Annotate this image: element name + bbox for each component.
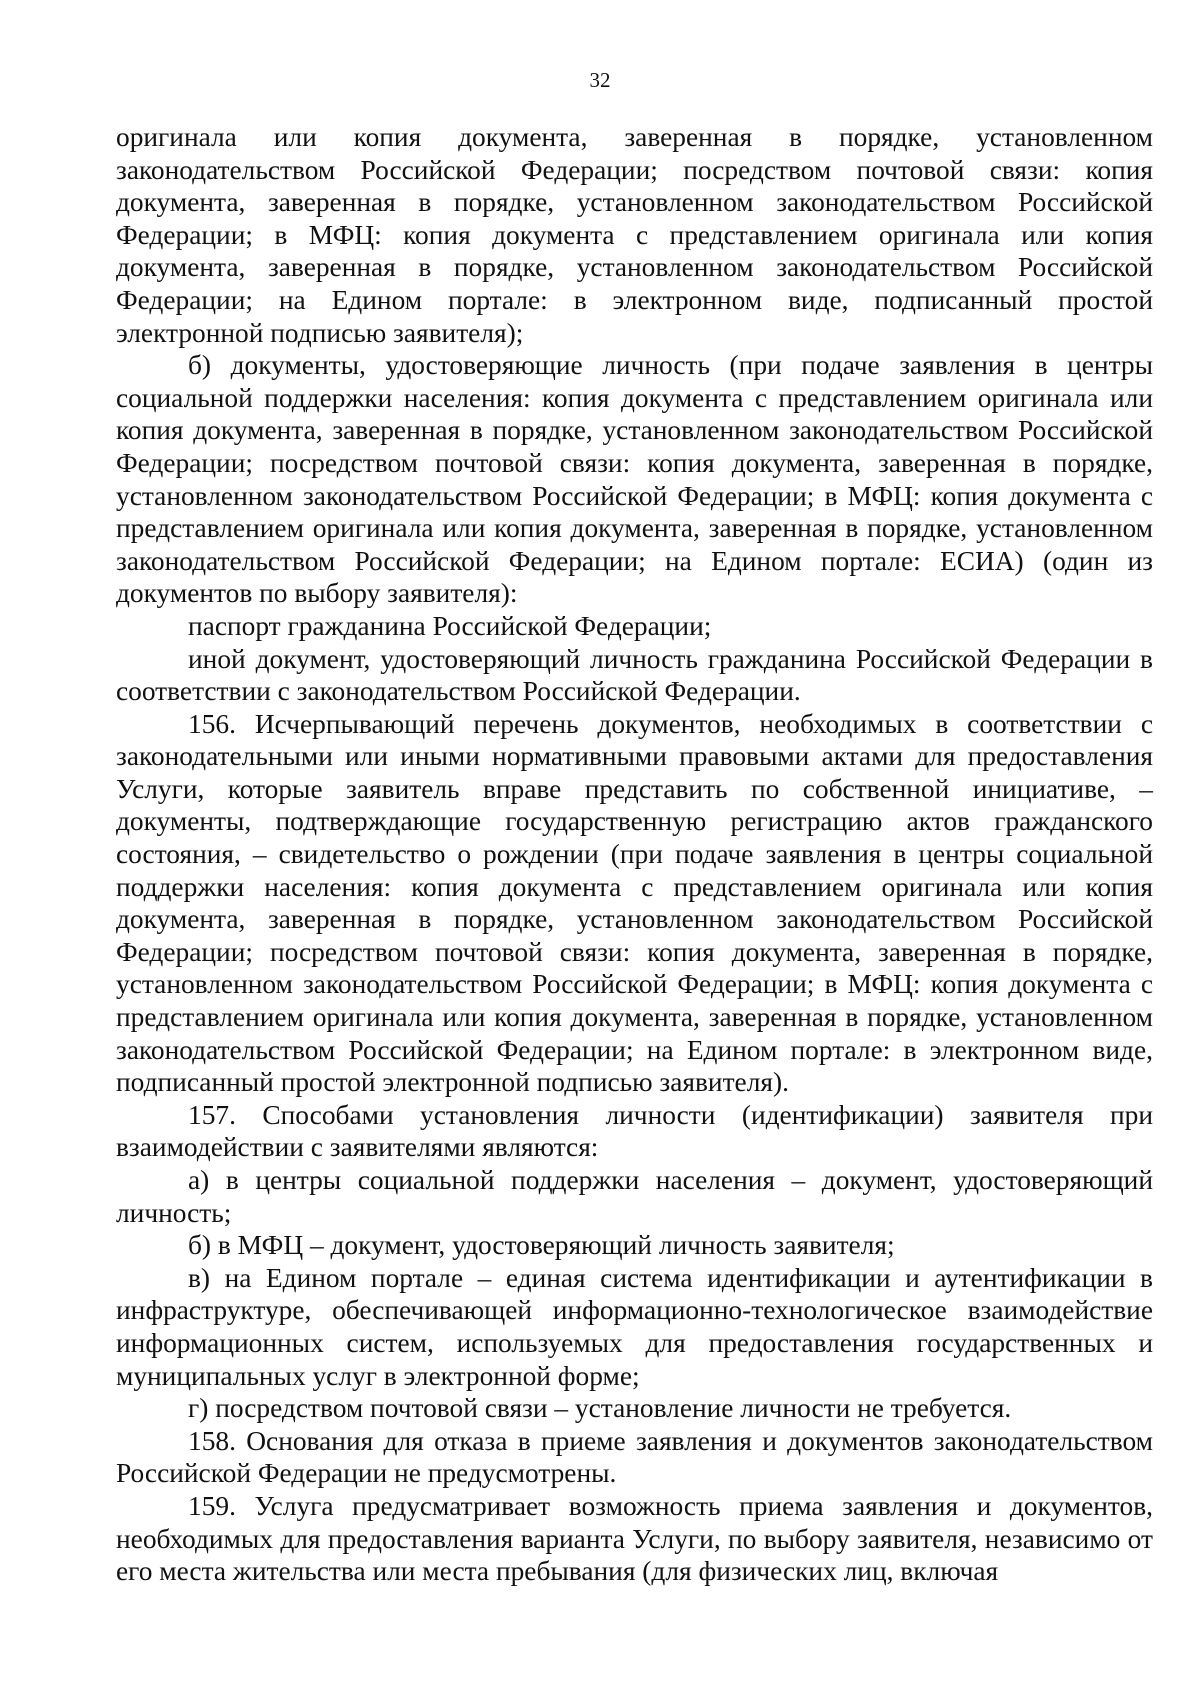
page-number: 32	[589, 68, 611, 92]
paragraph-other-document: иной документ, удостоверяющий личность гражданина Российской Федерации в соответствии с законодательством Российской Федерации.	[116, 643, 1153, 707]
paragraph-157-v: в) на Едином портале – единая система идентификации и аутентификации в инфраструктуре, обеспечивающей информационно-технологическое взаимодействие информационных систем, используемых для предоставления государственных и муниципальных услуг в электронной форме;	[116, 1262, 1153, 1391]
paragraph-157: 157. Способами установления личности (идентификации) заявителя при взаимодействии с заявителями являются:	[116, 1099, 1153, 1163]
paragraph-157-g: г) посредством почтовой связи – установление личности не требуется.	[188, 1393, 1012, 1424]
paragraph-156: 156. Исчерпывающий перечень документов, необходимых в соответствии с законодательными или иными нормативными правовыми актами для предоставления Услуги, которые заявитель вправе представить по собственной инициативе, – документы, подтверждающие государственную регистрацию актов гражданского состояния, – свидетельство о рождении (при подаче заявления в центры социальной поддержки населения: копия документа с представлением оригинала или копия документа, заверенная в порядке, установленном законодательством Российской Федерации; посредством почтовой связи: копия документа, заверенная в порядке, установленном законодательством Российской Федерации; в МФЦ: копия документа с представлением оригинала или копия документа, заверенная в порядке, установленном законодательством Российской Федерации; на Едином портале: в электронном виде, подписанный простой электронной подписью заявителя).	[116, 708, 1153, 1098]
paragraph-passport: паспорт гражданина Российской Федерации;	[188, 610, 712, 641]
paragraph-continuation: оригинала или копия документа, заверенная в порядке, установленном законодательством Российской Федерации; посредством почтовой связи: копия документа, заверенная в порядке, установленном законодательством Российской Федерации; в МФЦ: копия документа с представлением оригинала или копия документа, заверенная в порядке, установленном законодательством Российской Федерации; на Едином портале: в электронном виде, подписанный простой электронной подписью заявителя);	[116, 122, 1153, 348]
paragraph-157-b: б) в МФЦ – документ, удостоверяющий личность заявителя;	[188, 1230, 895, 1261]
paragraph-159: 159. Услуга предусматривает возможность приема заявления и документов, необходимых для предоставления варианта Услуги, по выбору заявителя, независимо от его места жительства или места пребывания (для физических лиц, включая	[116, 1490, 1153, 1587]
paragraph-item-b-identity-documents: б) документы, удостоверяющие личность (при подаче заявления в центры социальной поддержки населения: копия документа с представлением оригинала или копия документа, заверенная в порядке, установленном законодательством Российской Федерации; посредством почтовой связи: копия документа, заверенная в порядке, установленном законодательством Российской Федерации; в МФЦ: копия документа с представлением оригинала или копия документа, заверенная в порядке, установленном законодательством Российской Федерации; на Едином портале: ЕСИА) (один из документов по выбору заявителя):	[116, 350, 1153, 609]
paragraph-157-a: а) в центры социальной поддержки населения – документ, удостоверяющий личность;	[116, 1165, 1153, 1228]
paragraph-158: 158. Основания для отказа в приеме заявления и документов законодательством Российской Федерации не предусмотрены.	[116, 1425, 1153, 1489]
document-body	[116, 121, 1153, 1588]
